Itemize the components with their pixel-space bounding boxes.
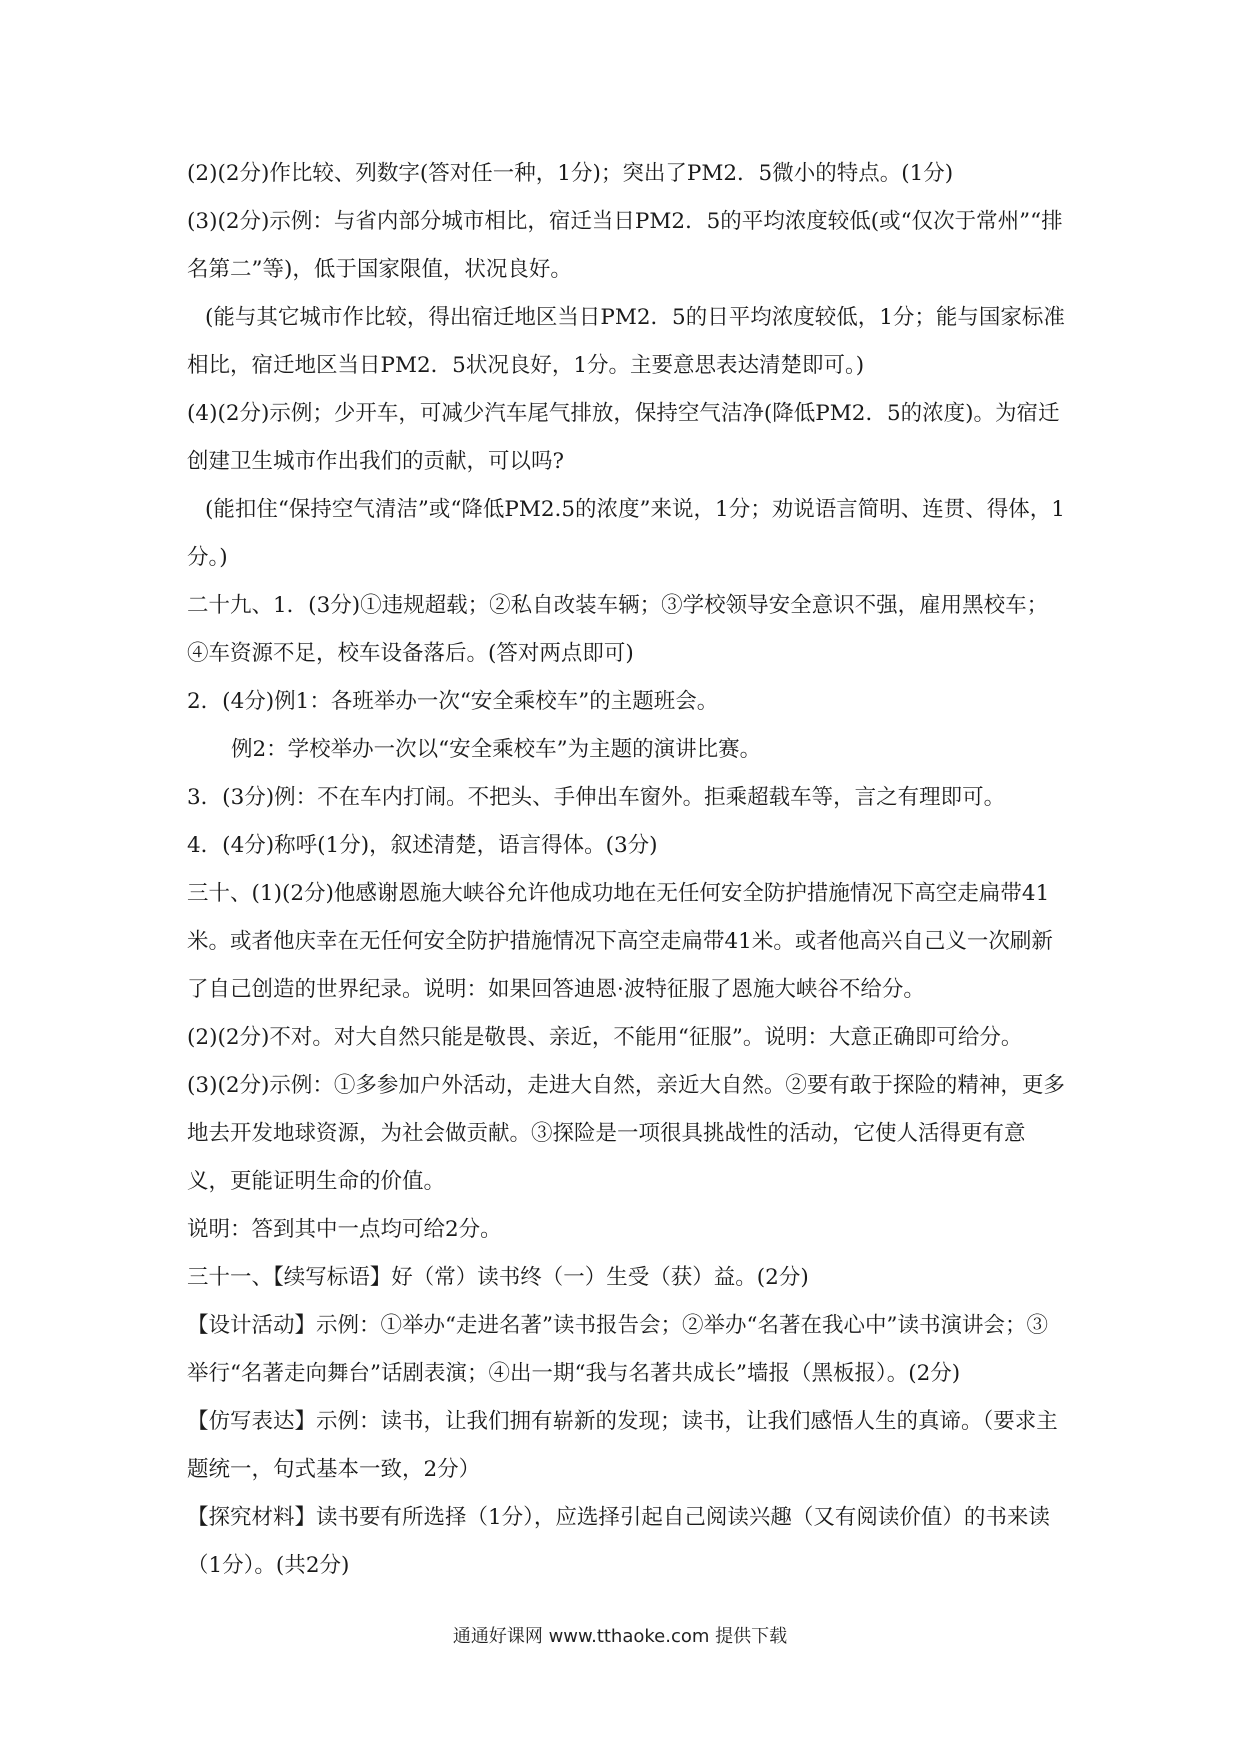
question-29-4: 4．(4分)称呼(1分)，叙述清楚，语言得体。(3分) <box>187 833 658 858</box>
footer-source-text: 通通好课网 www.tthaoke.com 提供下载 <box>452 1626 788 1647</box>
question-30-1: 三十、(1)(2分)他感谢恩施大峡谷允许他成功地在无任何安全防护措施情况下高空走扁带41米。或者他庆幸在无任何安全防护措施情况下高空走扁带41米。或者他高兴自己义一次刷新了自己创造的世界纪录。说明：如果回答迪恩·波特征服了恩施大峡谷不给分。 <box>187 881 1053 1002</box>
answer-line-3: (4)(2分)示例；少开车，可减少汽车尾气排放，保持空气洁净(降低PM2．5的浓度)。为宿迁创建卫生城市作出我们的贡献，可以吗? <box>187 401 1060 474</box>
question-30-3: (3)(2分)示例：①多参加户外活动，走进大自然，亲近大自然。②要有敢于探险的精神，更多地去开发地球资源，为社会做贡献。③探险是一项很具挑战性的活动，它使人活得更有意义，更能证明生命的价值。 <box>187 1073 1065 1194</box>
question-31-imitation: 【仿写表达】示例：读书，让我们拥有崭新的发现；读书，让我们感悟人生的真谛。（要求主题统一，句式基本一致，2分） <box>187 1409 1058 1482</box>
question-29-1: 二十九、1．(3分)①违规超载；②私自改装车辆；③学校领导安全意识不强，雇用黑校车；④车资源不足，校车设备落后。(答对两点即可) <box>187 593 1049 666</box>
answer-note-1: (能与其它城市作比较，得出宿迁地区当日PM2．5的日平均浓度较低，1分；能与国家标准相比，宿迁地区当日PM2．5状况良好，1分。主要意思表达清楚即可。) <box>187 305 1065 378</box>
question-29-2-example-2: 例2：学校举办一次以“安全乘校车”为主题的演讲比赛。 <box>231 737 762 762</box>
question-31-activity: 【设计活动】示例：①举办“走进名著”读书报告会；②举办“名著在我心中”读书演讲会；③举行“名著走向舞台”话剧表演；④出一期“我与名著共成长”墙报（黑板报）。(2分) <box>187 1313 1048 1386</box>
answer-key-body <box>187 150 1067 1590</box>
answer-line-1: (2)(2分)作比较、列数字(答对任一种，1分)；突出了PM2．5微小的特点。(1分) <box>187 161 954 186</box>
question-30-2: (2)(2分)不对。对大自然只能是敬畏、亲近，不能用“征服”。说明：大意正确即可给分。 <box>187 1025 1023 1050</box>
question-31-slogan: 三十一、【续写标语】好（常）读书终（一）生受（获）益。(2分) <box>187 1265 809 1290</box>
question-30-note: 说明：答到其中一点均可给2分。 <box>187 1217 502 1242</box>
answer-line-2: (3)(2分)示例：与省内部分城市相比，宿迁当日PM2．5的平均浓度较低(或“仅次于常州”“排名第二”等)，低于国家限值，状况良好。 <box>187 209 1063 282</box>
question-31-material: 【探究材料】读书要有所选择（1分），应选择引起自己阅读兴趣（又有阅读价值）的书来读（1分）。(共2分) <box>187 1505 1050 1578</box>
question-29-3: 3．(3分)例：不在车内打闹。不把头、手伸出车窗外。拒乘超载车等，言之有理即可。 <box>187 785 1006 810</box>
answer-note-2: (能扣住“保持空气清洁”或“降低PM2.5的浓度”来说，1分；劝说语言简明、连贯、得体，1分。) <box>187 497 1065 570</box>
question-29-2: 2．(4分)例1：各班举办一次“安全乘校车”的主题班会。 <box>187 689 719 714</box>
